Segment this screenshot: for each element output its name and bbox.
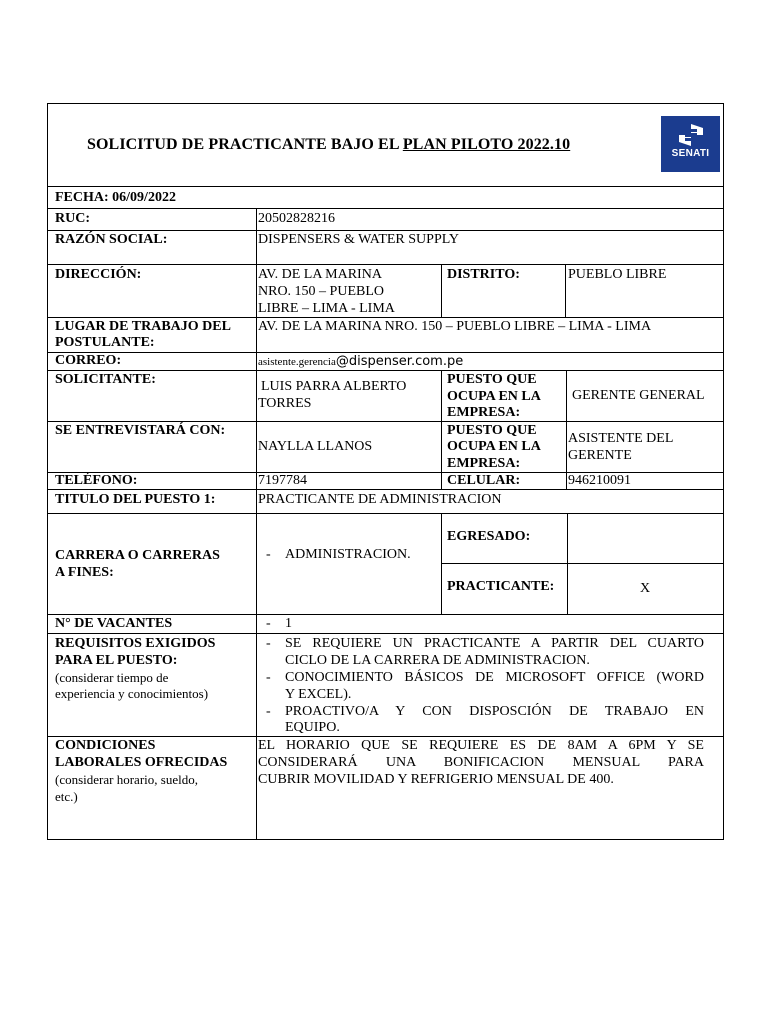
requisitos-note-line: (considerar tiempo de bbox=[55, 670, 169, 685]
senati-logo-text: SENATI bbox=[671, 148, 710, 159]
rule bbox=[47, 633, 724, 634]
vacantes-dash: - bbox=[266, 616, 271, 631]
distrito-label: DISTRITO: bbox=[447, 267, 520, 282]
rule bbox=[567, 513, 568, 614]
requisito-bullet: - bbox=[266, 704, 271, 719]
requisitos-label-line: REQUISITOS EXIGIDOS bbox=[55, 636, 216, 651]
titulo-puesto-label: TITULO DEL PUESTO 1: bbox=[55, 492, 216, 507]
solicitante-puesto-value: GERENTE GENERAL bbox=[572, 388, 705, 403]
condiciones-value-line: EL HORARIO QUE SE REQUIERE ES DE 8AM A 6PM Y SE bbox=[258, 738, 704, 753]
rule bbox=[47, 489, 724, 490]
puesto-label-line: EMPRESA: bbox=[447, 405, 521, 420]
condiciones-value-line: CUBRIR MOVILIDAD Y REFRIGERIO MENSUAL DE 400. bbox=[258, 772, 614, 787]
celular-label: CELULAR: bbox=[447, 473, 521, 488]
celular-value: 946210091 bbox=[568, 473, 631, 488]
egresado-label: EGRESADO: bbox=[447, 529, 531, 544]
lugar-trabajo-label-line: LUGAR DE TRABAJO DEL bbox=[55, 319, 231, 334]
rule bbox=[441, 370, 442, 489]
requisito-item-line: PROACTIVO/A Y CON DISPOSCIÓN DE TRABAJO EN bbox=[285, 704, 704, 719]
correo-label: CORREO: bbox=[55, 353, 122, 368]
condiciones-value-line: CONSIDERARÁ UNA BONIFICACION MENSUAL PARA bbox=[258, 755, 704, 770]
rule bbox=[47, 736, 724, 737]
senati-logo bbox=[661, 116, 720, 172]
ruc-label: RUC: bbox=[55, 211, 90, 226]
direccion-value-line: NRO. 150 – PUEBLO bbox=[258, 284, 385, 299]
requisitos-note-line: experiencia y conocimientos) bbox=[55, 686, 209, 701]
requisito-item-line: SE REQUIERE UN PRACTICANTE A PARTIR DEL CUARTO bbox=[285, 636, 704, 651]
solicitante-value-line: TORRES bbox=[258, 396, 312, 411]
rule bbox=[441, 513, 442, 614]
ruc-value: 20502828216 bbox=[258, 211, 335, 226]
solicitante-value-line: LUIS PARRA ALBERTO bbox=[261, 379, 407, 394]
rule bbox=[566, 370, 567, 489]
telefono-label: TELÉFONO: bbox=[55, 473, 138, 488]
rule bbox=[47, 264, 724, 265]
correo-value bbox=[258, 354, 463, 370]
carrera-value: ADMINISTRACION. bbox=[285, 547, 411, 562]
razon-social-value: DISPENSERS & WATER SUPPLY bbox=[258, 232, 459, 247]
entrevista-label: SE ENTREVISTARÁ CON: bbox=[55, 423, 226, 438]
requisitos-label-line: PARA EL PUESTO: bbox=[55, 653, 178, 668]
distrito-value: PUEBLO LIBRE bbox=[568, 267, 667, 282]
correo-user: asistente.gerencia bbox=[258, 356, 336, 368]
requisito-item-line: CONOCIMIENTO BÁSICOS DE MICROSOFT OFFICE (WORD bbox=[285, 670, 704, 685]
rule bbox=[47, 513, 724, 514]
rule bbox=[441, 563, 724, 564]
requisito-bullet: - bbox=[266, 636, 271, 651]
rule bbox=[565, 264, 566, 317]
requisito-item-line: Y EXCEL). bbox=[285, 687, 352, 702]
rule bbox=[256, 208, 257, 839]
entrevista-value: NAYLLA LLANOS bbox=[258, 439, 373, 454]
rule bbox=[47, 352, 724, 353]
puesto-label-line: EMPRESA: bbox=[447, 456, 521, 471]
condiciones-note-line: (considerar horario, sueldo, bbox=[55, 772, 198, 787]
entrevista-puesto-line: GERENTE bbox=[568, 448, 632, 463]
senati-logo-icon bbox=[676, 123, 706, 147]
puesto-label-line: PUESTO QUE bbox=[447, 423, 537, 438]
page-title: SOLICITUD DE PRACTICANTE BAJO EL PLAN PILOTO 2022.10 bbox=[87, 136, 571, 153]
rule bbox=[47, 186, 724, 187]
rule bbox=[47, 614, 724, 615]
puesto-label-line: OCUPA EN LA bbox=[447, 439, 541, 454]
vacantes-value: 1 bbox=[285, 616, 292, 631]
fecha-label: FECHA: 06/09/2022 bbox=[55, 190, 176, 205]
condiciones-label-line: CONDICIONES bbox=[55, 738, 156, 753]
lugar-trabajo-label-line: POSTULANTE: bbox=[55, 335, 155, 350]
direccion-label: DIRECCIÓN: bbox=[55, 267, 142, 282]
correo-domain: @dispenser.com.pe bbox=[335, 354, 464, 369]
solicitante-label: SOLICITANTE: bbox=[55, 372, 156, 387]
vacantes-label: N° DE VACANTES bbox=[55, 616, 173, 631]
puesto-label-line: OCUPA EN LA bbox=[447, 389, 541, 404]
carrera-dash: - bbox=[266, 547, 271, 562]
rule bbox=[47, 317, 724, 318]
entrevista-puesto-line: ASISTENTE DEL bbox=[568, 431, 674, 446]
practicante-label: PRACTICANTE: bbox=[447, 579, 555, 594]
condiciones-label-line: LABORALES OFRECIDAS bbox=[55, 755, 228, 770]
telefono-value: 7197784 bbox=[258, 473, 307, 488]
requisito-item-line: EQUIPO. bbox=[285, 720, 340, 735]
direccion-value-line: LIBRE – LIMA - LIMA bbox=[258, 301, 395, 316]
rule bbox=[47, 421, 724, 422]
requisito-item-line: CICLO DE LA CARRERA DE ADMINISTRACION. bbox=[285, 653, 590, 668]
puesto-label-line: PUESTO QUE bbox=[447, 372, 537, 387]
carrera-label-line: CARRERA O CARRERAS bbox=[55, 548, 220, 563]
razon-social-label: RAZÓN SOCIAL: bbox=[55, 232, 168, 247]
condiciones-note-line: etc.) bbox=[55, 789, 78, 804]
requisito-bullet: - bbox=[266, 670, 271, 685]
rule bbox=[47, 208, 724, 209]
rule bbox=[47, 370, 724, 371]
direccion-value-line: AV. DE LA MARINA bbox=[258, 267, 382, 282]
lugar-trabajo-value: AV. DE LA MARINA NRO. 150 – PUEBLO LIBRE – LIMA - LIMA bbox=[258, 319, 652, 334]
carrera-label-line: A FINES: bbox=[55, 565, 114, 580]
titulo-puesto-value: PRACTICANTE DE ADMINISTRACION bbox=[258, 492, 502, 507]
rule bbox=[441, 264, 442, 317]
rule bbox=[47, 230, 724, 231]
practicante-value: X bbox=[640, 581, 651, 596]
